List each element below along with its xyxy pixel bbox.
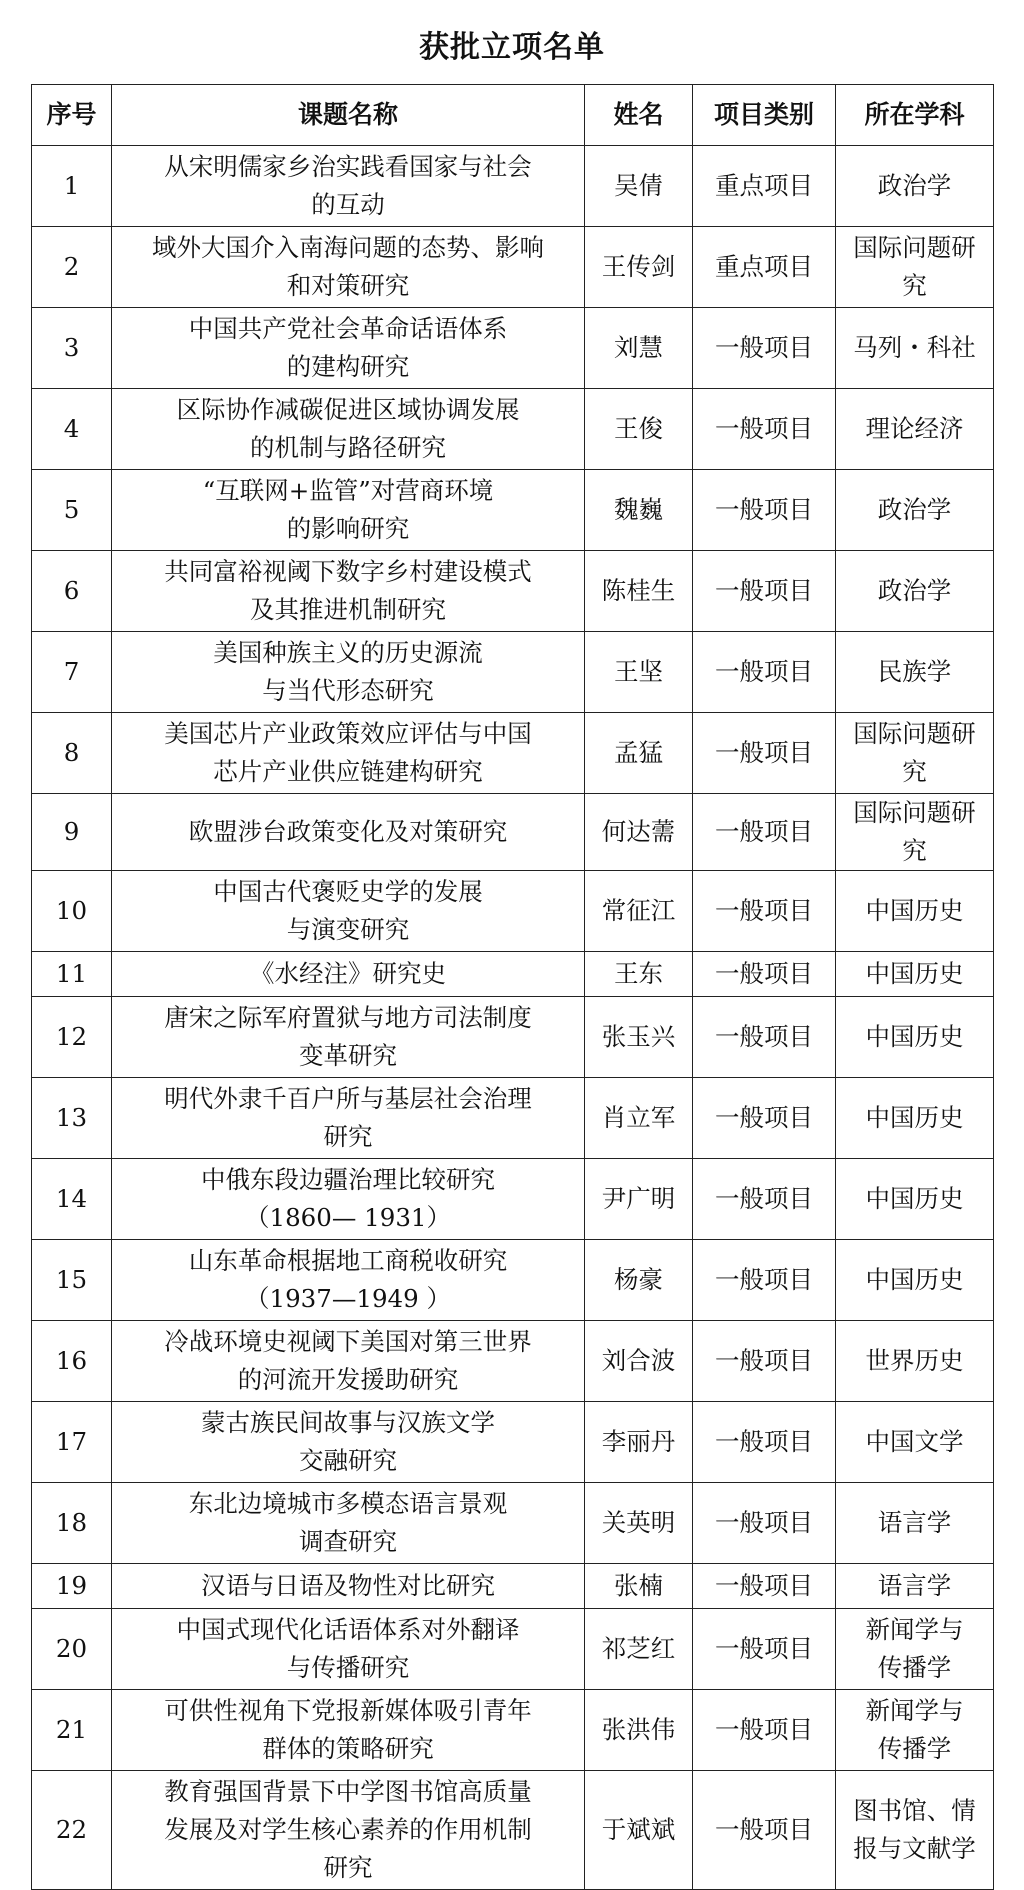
table-row	[32, 997, 994, 1078]
cell-serial-number: 2	[32, 227, 112, 308]
cell-person-name: 王东	[585, 952, 693, 997]
cell-serial-number: 22	[32, 1771, 112, 1890]
cell-person-name: 何达薷	[585, 794, 693, 871]
cell-topic-name: 教育强国背景下中学图书馆高质量 发展及对学生核心素养的作用机制 研究	[112, 1771, 585, 1890]
cell-person-name: 张玉兴	[585, 997, 693, 1078]
cell-discipline: 新闻学与 传播学	[836, 1690, 994, 1771]
cell-discipline: 中国历史	[836, 1240, 994, 1321]
cell-project-type: 一般项目	[693, 1771, 836, 1890]
cell-project-type: 一般项目	[693, 1078, 836, 1159]
cell-person-name: 王俊	[585, 389, 693, 470]
cell-person-name: 关英明	[585, 1483, 693, 1564]
cell-project-type: 一般项目	[693, 1321, 836, 1402]
cell-project-type: 一般项目	[693, 551, 836, 632]
cell-topic-name: 冷战环境史视阈下美国对第三世界 的河流开发援助研究	[112, 1321, 585, 1402]
table-row	[32, 389, 994, 470]
cell-serial-number: 11	[32, 952, 112, 997]
table-row	[32, 1159, 994, 1240]
approved-projects-table	[31, 84, 994, 1890]
table-row	[32, 551, 994, 632]
cell-topic-name: 山东革命根据地工商税收研究 （1937—1949 ）	[112, 1240, 585, 1321]
cell-project-type: 一般项目	[693, 794, 836, 871]
cell-person-name: 王坚	[585, 632, 693, 713]
cell-discipline: 语言学	[836, 1564, 994, 1609]
cell-project-type: 一般项目	[693, 1564, 836, 1609]
cell-topic-name: 汉语与日语及物性对比研究	[112, 1564, 585, 1609]
table-row	[32, 227, 994, 308]
table-body	[32, 146, 994, 1890]
table-row	[32, 713, 994, 794]
cell-project-type: 重点项目	[693, 146, 836, 227]
cell-person-name: 常征江	[585, 871, 693, 952]
cell-topic-name: 从宋明儒家乡治实践看国家与社会 的互动	[112, 146, 585, 227]
cell-serial-number: 4	[32, 389, 112, 470]
cell-serial-number: 13	[32, 1078, 112, 1159]
table-row	[32, 1564, 994, 1609]
header-discipline: 所在学科	[836, 85, 994, 146]
cell-serial-number: 20	[32, 1609, 112, 1690]
cell-discipline: 中国历史	[836, 1078, 994, 1159]
cell-topic-name: 可供性视角下党报新媒体吸引青年 群体的策略研究	[112, 1690, 585, 1771]
cell-serial-number: 14	[32, 1159, 112, 1240]
cell-serial-number: 1	[32, 146, 112, 227]
cell-serial-number: 18	[32, 1483, 112, 1564]
cell-project-type: 重点项目	[693, 227, 836, 308]
cell-discipline: 国际问题研究	[836, 227, 994, 308]
cell-topic-name: 区际协作减碳促进区域协调发展 的机制与路径研究	[112, 389, 585, 470]
cell-serial-number: 7	[32, 632, 112, 713]
cell-topic-name: 东北边境城市多模态语言景观 调查研究	[112, 1483, 585, 1564]
cell-discipline: 世界历史	[836, 1321, 994, 1402]
cell-discipline: 政治学	[836, 470, 994, 551]
cell-person-name: 刘慧	[585, 308, 693, 389]
cell-discipline: 国际问题研究	[836, 794, 994, 871]
table-row	[32, 146, 994, 227]
cell-serial-number: 8	[32, 713, 112, 794]
cell-serial-number: 3	[32, 308, 112, 389]
cell-topic-name: 域外大国介入南海问题的态势、影响 和对策研究	[112, 227, 585, 308]
cell-project-type: 一般项目	[693, 871, 836, 952]
cell-project-type: 一般项目	[693, 1609, 836, 1690]
header-serial-number: 序号	[32, 85, 112, 146]
cell-discipline: 语言学	[836, 1483, 994, 1564]
cell-project-type: 一般项目	[693, 1402, 836, 1483]
table-row	[32, 794, 994, 871]
header-person-name: 姓名	[585, 85, 693, 146]
cell-project-type: 一般项目	[693, 389, 836, 470]
cell-discipline: 政治学	[836, 551, 994, 632]
cell-topic-name: 中俄东段边疆治理比较研究 （1860— 1931）	[112, 1159, 585, 1240]
cell-discipline: 中国历史	[836, 1159, 994, 1240]
header-topic-name: 课题名称	[112, 85, 585, 146]
table-row	[32, 1321, 994, 1402]
cell-person-name: 祁芝红	[585, 1609, 693, 1690]
cell-topic-name: 《水经注》研究史	[112, 952, 585, 997]
cell-project-type: 一般项目	[693, 1483, 836, 1564]
cell-topic-name: 唐宋之际军府置狱与地方司法制度 变革研究	[112, 997, 585, 1078]
cell-person-name: 于斌斌	[585, 1771, 693, 1890]
cell-serial-number: 21	[32, 1690, 112, 1771]
table-row	[32, 1078, 994, 1159]
cell-serial-number: 16	[32, 1321, 112, 1402]
cell-person-name: 尹广明	[585, 1159, 693, 1240]
cell-discipline: 民族学	[836, 632, 994, 713]
cell-person-name: 王传剑	[585, 227, 693, 308]
cell-serial-number: 12	[32, 997, 112, 1078]
cell-person-name: 孟猛	[585, 713, 693, 794]
cell-discipline: 中国历史	[836, 952, 994, 997]
cell-discipline: 中国历史	[836, 871, 994, 952]
cell-person-name: 肖立军	[585, 1078, 693, 1159]
cell-topic-name: 共同富裕视阈下数字乡村建设模式 及其推进机制研究	[112, 551, 585, 632]
cell-discipline: 图书馆、情 报与文献学	[836, 1771, 994, 1890]
cell-serial-number: 17	[32, 1402, 112, 1483]
cell-person-name: 张楠	[585, 1564, 693, 1609]
cell-topic-name: 蒙古族民间故事与汉族文学 交融研究	[112, 1402, 585, 1483]
cell-serial-number: 15	[32, 1240, 112, 1321]
cell-topic-name: 欧盟涉台政策变化及对策研究	[112, 794, 585, 871]
cell-topic-name: 中国共产党社会革命话语体系 的建构研究	[112, 308, 585, 389]
cell-discipline: 政治学	[836, 146, 994, 227]
table-header-row	[32, 85, 994, 146]
table-row	[32, 308, 994, 389]
cell-person-name: 李丽丹	[585, 1402, 693, 1483]
table-row	[32, 470, 994, 551]
cell-serial-number: 9	[32, 794, 112, 871]
cell-person-name: 吴倩	[585, 146, 693, 227]
cell-project-type: 一般项目	[693, 1240, 836, 1321]
cell-topic-name: “互联网+监管”对营商环境 的影响研究	[112, 470, 585, 551]
cell-discipline: 新闻学与 传播学	[836, 1609, 994, 1690]
table-row	[32, 1609, 994, 1690]
cell-discipline: 马列・科社	[836, 308, 994, 389]
table-row	[32, 632, 994, 713]
cell-person-name: 张洪伟	[585, 1690, 693, 1771]
table-row	[32, 1771, 994, 1890]
cell-discipline: 中国历史	[836, 997, 994, 1078]
cell-project-type: 一般项目	[693, 632, 836, 713]
cell-discipline: 理论经济	[836, 389, 994, 470]
cell-project-type: 一般项目	[693, 1159, 836, 1240]
table-row	[32, 952, 994, 997]
cell-topic-name: 中国古代褒贬史学的发展 与演变研究	[112, 871, 585, 952]
cell-project-type: 一般项目	[693, 713, 836, 794]
cell-person-name: 魏巍	[585, 470, 693, 551]
cell-project-type: 一般项目	[693, 308, 836, 389]
table-row	[32, 1690, 994, 1771]
cell-topic-name: 美国芯片产业政策效应评估与中国 芯片产业供应链建构研究	[112, 713, 585, 794]
cell-project-type: 一般项目	[693, 997, 836, 1078]
header-project-type: 项目类别	[693, 85, 836, 146]
cell-serial-number: 19	[32, 1564, 112, 1609]
table-row	[32, 1483, 994, 1564]
cell-topic-name: 明代外隶千百户所与基层社会治理 研究	[112, 1078, 585, 1159]
cell-discipline: 中国文学	[836, 1402, 994, 1483]
cell-person-name: 陈桂生	[585, 551, 693, 632]
cell-topic-name: 美国种族主义的历史源流 与当代形态研究	[112, 632, 585, 713]
table-row	[32, 1402, 994, 1483]
cell-serial-number: 5	[32, 470, 112, 551]
cell-project-type: 一般项目	[693, 1690, 836, 1771]
cell-serial-number: 10	[32, 871, 112, 952]
cell-person-name: 杨豪	[585, 1240, 693, 1321]
cell-project-type: 一般项目	[693, 952, 836, 997]
document-title: 获批立项名单	[419, 30, 605, 65]
cell-person-name: 刘合波	[585, 1321, 693, 1402]
table-row	[32, 1240, 994, 1321]
table-row	[32, 871, 994, 952]
cell-discipline: 国际问题研究	[836, 713, 994, 794]
cell-serial-number: 6	[32, 551, 112, 632]
cell-topic-name: 中国式现代化话语体系对外翻译 与传播研究	[112, 1609, 585, 1690]
cell-project-type: 一般项目	[693, 470, 836, 551]
